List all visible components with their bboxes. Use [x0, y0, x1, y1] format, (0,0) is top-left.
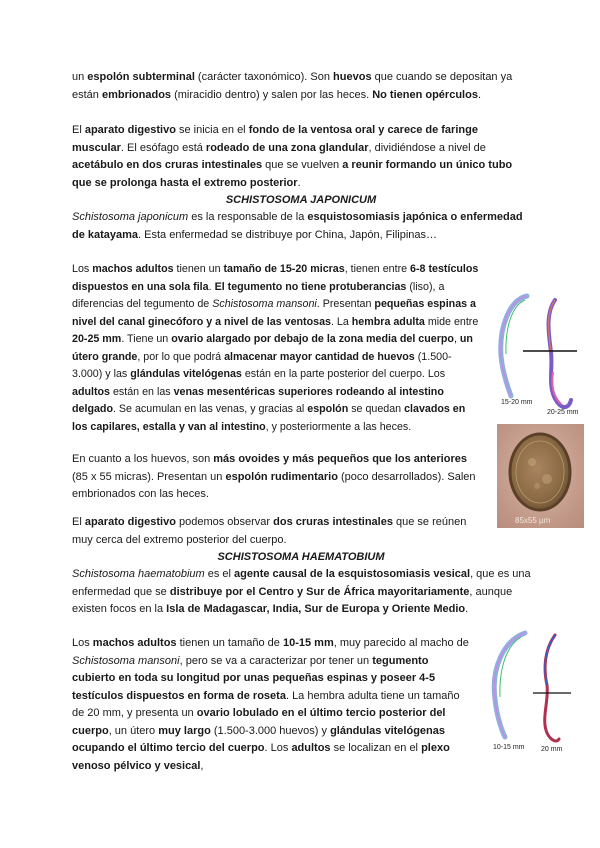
japonicum-egg-photo — [497, 424, 584, 528]
figure-label-female: 20 mm — [541, 746, 563, 753]
figure-label-female: 20-25 mm — [547, 409, 579, 416]
japonicum-intro-paragraph: Schistosoma japonicum es la responsable de la esquistosomiasis japónica o enfermedad de katayama. Esta enfermedad se distribuye por China, Japón, Filipinas… — [72, 211, 523, 241]
heading-haematobium: SCHISTOSOMA HAEMATOBIUM — [217, 551, 385, 563]
haematobium-adults-paragraph: Los machos adultos tienen un tamaño de 10-15 mm, muy parecido al macho de Schistosoma mansoni, pero se va a caracterizar por tener un tegumento cubierto en toda su longitud por unas pequeñas espinas y poseer 4-5 testículos dispuestos en forma de roseta. La hembra adulta tiene un tamaño de 20 mm, y presenta un ovario lobulado en el último tercio posterior del cuerpo, un útero muy largo (1.500-3.000 huevos) y glándulas vitelógenas ocupando el último tercio del cuerpo. Los adultos se localizan en el plexo venoso pélvico y vesical, — [72, 637, 469, 772]
intro-paragraph-egg: un espolón subterminal (carácter taxonómico). Son huevos que cuando se depositan ya están embrionados (miracidio dentro) y salen por las heces. No tienen opérculos. — [72, 71, 513, 101]
haematobium-intro-paragraph: Schistosoma haematobium es el agente causal de la esquistosomiasis vesical, que es una enfermedad que se distribuye por el Centro y Sur de África mayoritariamente, aunque existen focos en la Isla de Madagascar, India, Sur de Europa y Oriente Medio. — [72, 568, 531, 615]
japonicum-adults-paragraph: Los machos adultos tienen un tamaño de 15-20 micras, tienen entre 6-8 testículos dispuestos en una sola fila. El tegumento no tiene protuberancias (liso), a diferencias del tegumento de Schistosoma mansoni. Presentan pequeñas espinas a nivel del canal ginecóforo y a nivel de las ventosas. La hembra adulta mide entre 20-25 mm. Tiene un ovario alargado por debajo de la zona media del cuerpo, un útero grande, por lo que podrá almacenar mayor cantidad de huevos (1.500-3.000) y las glándulas vitelógenas están en la parte posterior del cuerpo. Los adultos están en las venas mesentéricas superiores rodeando al intestino delgado. Se acumulan en las venas, y gracias al espolón se quedan clavados en los capilares, estalla y van al intestino, y posteriormente a las heces. — [72, 263, 479, 433]
female-worm-illustration — [549, 300, 572, 407]
figure-label-male: 10-15 mm — [493, 744, 525, 751]
japonicum-digestive-paragraph: El aparato digestivo podemos observar dos cruras intestinales que se reúnen muy cerca del extremo posterior del cuerpo. — [72, 516, 467, 546]
japonicum-eggs-paragraph: En cuanto a los huevos, son más ovoides y más pequeños que los anteriores (85 x 55 micras). Presentan un espolón rudimentario (poco desarrollados). Salen embrionados con las heces. — [72, 453, 476, 500]
egg-size-label: 85x55 µm — [515, 516, 551, 525]
haematobium-worms-figure — [485, 627, 585, 753]
japonicum-worms-figure — [495, 290, 591, 418]
heading-japonicum: SCHISTOSOMA JAPONICUM — [225, 194, 377, 206]
intro-paragraph-digestive: El aparato digestivo se inicia en el fondo de la ventosa oral y carece de faringe muscular. El esófago está rodeado de una zona glandular, dividiéndose a nivel de acetábulo en dos cruras intestinales que se vuelven a reunir formando un único tubo que se prolonga hasta el extremo posterior. — [72, 124, 513, 189]
figure-label-male: 15-20 mm — [501, 399, 533, 406]
